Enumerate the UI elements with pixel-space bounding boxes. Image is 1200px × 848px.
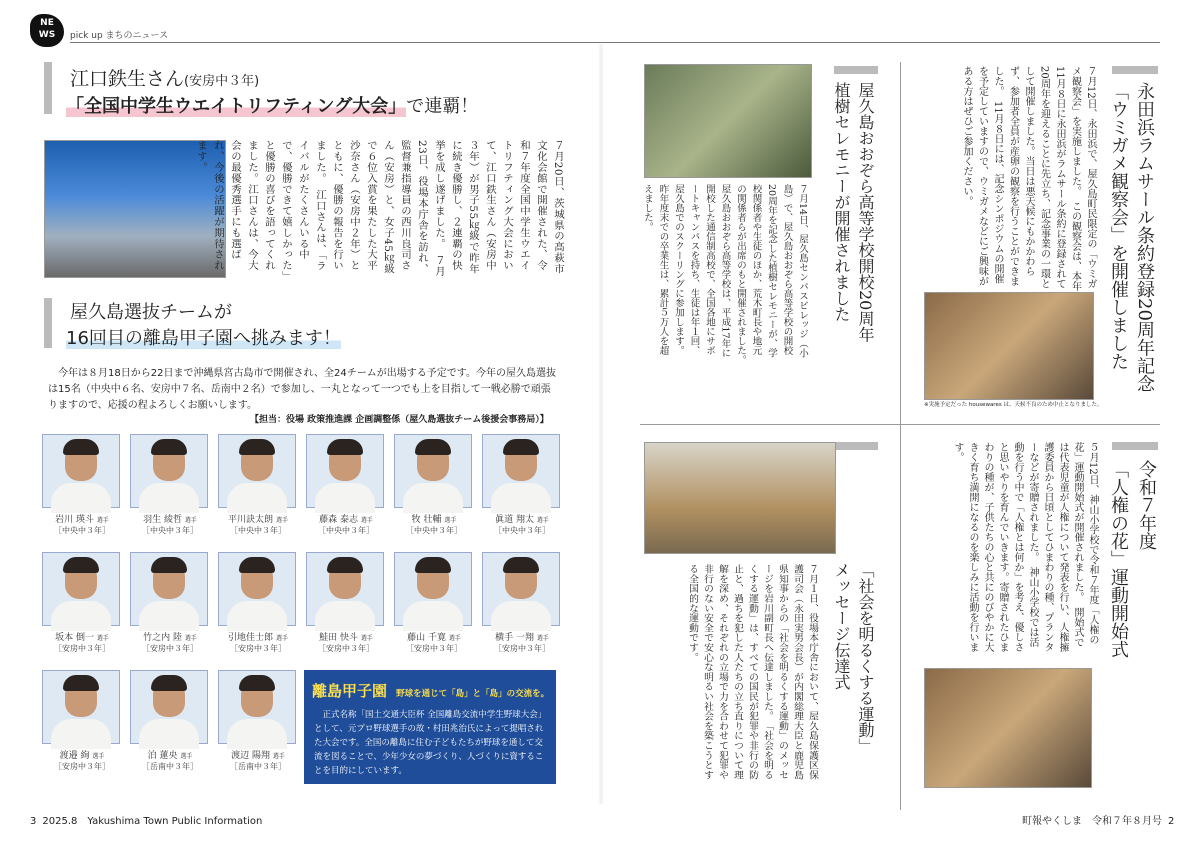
page-number-right: 2 <box>1168 816 1175 827</box>
rights-body: ５月12日、神山小学校で令和７年度「人権の花」運動開始式が開催されました。 開始式では代表児童が人権について発表を行い、人権擁護委員から日頃としてひまわりの種、プランターなどが寄贈されました。 神山小学校では活動を行う中で「人権とは何か」を考え、優しさと思いやりを育んでいきます。寄贈されたひまわりの種が、子供たちの心と共にのびやかに大きく育ち満開になるのを楽しみに活動を行います。 <box>952 442 1098 652</box>
rights-title-bar <box>1112 442 1158 450</box>
player-photo <box>42 434 120 508</box>
player-photo <box>482 552 560 626</box>
player-school: ［安房中３年］ <box>142 644 198 653</box>
message-body: ７月１日、役場本庁舎において、屋久島保護区保護司会（永田実男会長）が内閣総理大臣と鹿児島県知事からの「社会を明るくする運動」のメッセージを岩川副町長へ伝達しました。 「社会を明るくする運動」は、すべての国民が犯罪や非行の防止と、過ちを犯した人たちの立ち直りについて理解を深め、それぞれの立場で力を合わせて犯罪や非行のない安全で安心な明るい社会を築こうとする全国的な運動です。 <box>687 564 818 780</box>
header-label: pick up まちのニュース <box>70 31 169 41</box>
box-header <box>312 680 549 701</box>
turtle-caption: ※実施予定だった housewares は、天候不良のため中止となりました。 <box>924 402 1103 408</box>
player-school: ［安房中３年］ <box>494 644 550 653</box>
player-card <box>42 552 122 654</box>
player-name: 横手 一翔 選手 <box>495 633 549 643</box>
center-fold <box>598 44 604 804</box>
box-subtitle: 野球を通じて「島」と「島」の交流を。 <box>396 689 550 699</box>
player-school: ［安房中３年］ <box>230 644 286 653</box>
player-name: 羽生 綾哲 選手 <box>143 515 197 525</box>
eguchi-highlight: 「全国中学生ウエイトリフティング大会」 <box>66 96 407 117</box>
player-card <box>42 670 122 772</box>
player-photo <box>218 434 296 508</box>
eguchi-title-bar <box>44 62 52 114</box>
eguchi-title <box>70 64 259 91</box>
player-photo <box>482 434 560 508</box>
page-number-left: 3 <box>30 816 37 827</box>
rights-photo <box>924 668 1092 788</box>
message-photo <box>644 442 836 554</box>
player-school: ［中央中３年］ <box>142 526 198 535</box>
player-card <box>306 434 386 536</box>
eguchi-grade: (安房中３年) <box>184 74 260 89</box>
message-title-bar <box>834 442 878 450</box>
player-card <box>482 552 562 654</box>
player-card <box>218 434 298 536</box>
turtle-body: ７月12日、永田浜で、屋久島町民限定の「ウミガメ観察会」を実施しました。 この観察会は、本年11月８日に永田浜がラムサール条約に登録されて20周年を迎えることに先立ち、記念事業の一環として開催しました。当日は悪天候にもかかわらず、参加者全員が産卵の観察を行うことができました。 11月８日には、記念シンポジウムの開催を予定していますので、ウミガメなどにご興味がある方はぜひご参加ください。 <box>961 66 1096 291</box>
player-photo <box>218 552 296 626</box>
player-school: ［安房中３年］ <box>54 762 110 771</box>
player-school: ［安房中３年］ <box>54 644 110 653</box>
player-name: 藤山 千寛 選手 <box>407 633 461 643</box>
player-name: 鮭田 快斗 選手 <box>319 633 373 643</box>
player-photo <box>394 552 472 626</box>
eguchi-headline <box>66 92 478 118</box>
player-name: 泊 蓮央 選手 <box>147 751 193 761</box>
turtle-title-2: 「ウミガメ観察会」を開催しました <box>1108 82 1129 370</box>
player-photo <box>306 552 384 626</box>
player-card <box>218 552 298 654</box>
box-title: 離島甲子園 <box>312 682 388 700</box>
rito-koshien-box <box>304 670 556 784</box>
player-card <box>394 434 474 536</box>
player-name: 坂本 倒一 選手 <box>55 633 109 643</box>
school-body: ７月14日、屋久島センパスビレッジ（小島）で、屋久島おおぞら高等学校の開校20周年を記念した植樹セレモニーが、学校関係者や生徒のほか、荒木町長や地元の関係者らが出席のもと開催されました。 屋久島おおぞら高等学校は、平成17年に開校した通信制高校で、全国各地にサポートキャンパスを持ち、生徒は年１回、屋久島でのスクーリングに参加します。昨年度末での卒業生は、累計５万人を超えました。 <box>642 184 808 370</box>
header-rule <box>70 42 1160 43</box>
school-title-1: 屋久島おおぞら高等学校開校20周年 <box>856 82 875 343</box>
rights-title-2: 「人権の花」運動開始式 <box>1108 460 1129 658</box>
box-body: 正式名称「国土交通大臣杯 全国離島交流中学生野球大会」として、元プロ野球選手の故・村田兆治氏によって提唱された大会です。全国の離島に住む子どもたちが野球を通して交流を図ることで、少年少女の夢づくり、人づくりに資することを目的にしています。 <box>314 710 547 776</box>
player-name: 渡辺 陽翔 選手 <box>231 751 285 761</box>
player-photo <box>130 434 208 508</box>
baseball-contact: 【担当：役場 政策推進課 企画調整係（屋久島選抜チーム後援会事務局）】 <box>250 415 549 425</box>
baseball-title-1: 屋久島選抜チームが <box>70 302 232 323</box>
player-name: 牧 壮輔 選手 <box>411 515 457 525</box>
player-name: 引地佳士郎 選手 <box>228 633 288 643</box>
player-name: 竹之内 陸 選手 <box>143 633 197 643</box>
message-title-1: 「社会を明るくする運動」 <box>856 562 875 754</box>
player-name: 渡邉 絢 選手 <box>59 751 105 761</box>
message-title-2: メッセージ伝達式 <box>832 562 851 690</box>
player-school: ［中央中３年］ <box>230 526 286 535</box>
player-name: 藤森 泰志 選手 <box>319 515 373 525</box>
player-card <box>482 434 562 536</box>
turtle-title-1: 永田浜ラムサール条約登録20周年記念 <box>1134 82 1155 393</box>
player-card <box>394 552 474 654</box>
turtle-photo <box>924 292 1094 400</box>
news-badge: NE WS <box>30 14 64 47</box>
rights-title-1: 令和７年度 <box>1136 460 1157 550</box>
player-photo <box>394 434 472 508</box>
player-school: ［中央中３年］ <box>406 526 462 535</box>
player-photo <box>42 670 120 744</box>
player-photo <box>130 670 208 744</box>
turtle-title-bar <box>1112 66 1158 74</box>
school-photo <box>644 64 812 178</box>
player-school: ［安房中３年］ <box>318 644 374 653</box>
player-school: ［中央中３年］ <box>494 526 550 535</box>
baseball-title-2: 16回目の離島甲子園へ挑みます！ <box>66 328 341 349</box>
player-school: ［岳南中３年］ <box>142 762 198 771</box>
player-school: ［安房中３年］ <box>406 644 462 653</box>
player-card <box>130 552 210 654</box>
footer-left: 3 2025.8 Yakushima Town Public Information <box>30 816 263 827</box>
player-card <box>130 670 210 772</box>
player-card <box>130 434 210 536</box>
player-card <box>42 434 122 536</box>
baseball-title-bar <box>44 298 52 348</box>
eguchi-name: 江口鉄生さん <box>70 68 185 90</box>
player-name: 岩川 瑛斗 選手 <box>55 515 109 525</box>
player-card <box>306 552 386 654</box>
player-photo <box>218 670 296 744</box>
eguchi-body: ７月20日、茨城県の高萩市文化会館で開催された、令和７年度全国中学生ウエイトリフティング大会において、江口鉄生さん（安房中３年）が男子55㎏級で昨年に続き優勝し、２連覇の快挙を成し遂げました。 ７月23日、役場本庁舎を訪れ、監督兼指導員の西川良司さん（安房）と、女子45㎏級で６位入賞を果たした大平沙奈さん（安房中２年）とともに、優勝の報告を行いました。 江口さんは、「ライバルがたくさんいる中で、優勝できて嬉しかった」と優勝の喜びを語ってくれました。江口さんは、今大会の最優秀選手にも選ばれ、今後の活躍が期待されます。 <box>195 140 564 277</box>
school-title-bar <box>834 66 878 74</box>
player-name: 平川訣太朗 選手 <box>228 515 288 525</box>
baseball-intro: 今年は８月18日から22日まで沖縄県宮古島市で開催され、全24チームが出場する予定です。今年の屋久島選抜は15名（中央中６名、安房中７名、岳南中２名）で参加し、一丸となって一つでも上を目指して一戦必勝で頑張りますので、応援の程よろしくお願いします。 <box>48 368 556 411</box>
divider-vertical <box>900 62 901 810</box>
player-photo <box>130 552 208 626</box>
eguchi-suffix: で連覇！ <box>406 96 479 117</box>
player-name: 眞道 翔太 選手 <box>495 515 549 525</box>
header <box>0 0 1200 44</box>
player-school: ［岳南中３年］ <box>230 762 286 771</box>
player-photo <box>42 552 120 626</box>
player-photo <box>306 434 384 508</box>
player-school: ［中央中３年］ <box>318 526 374 535</box>
school-title-2: 植樹セレモニーが開催されました <box>832 82 851 322</box>
player-card <box>218 670 298 772</box>
footer-right: 町報やくしま 令和７年８月号 2 <box>1022 816 1175 827</box>
player-school: ［中央中３年］ <box>54 526 110 535</box>
